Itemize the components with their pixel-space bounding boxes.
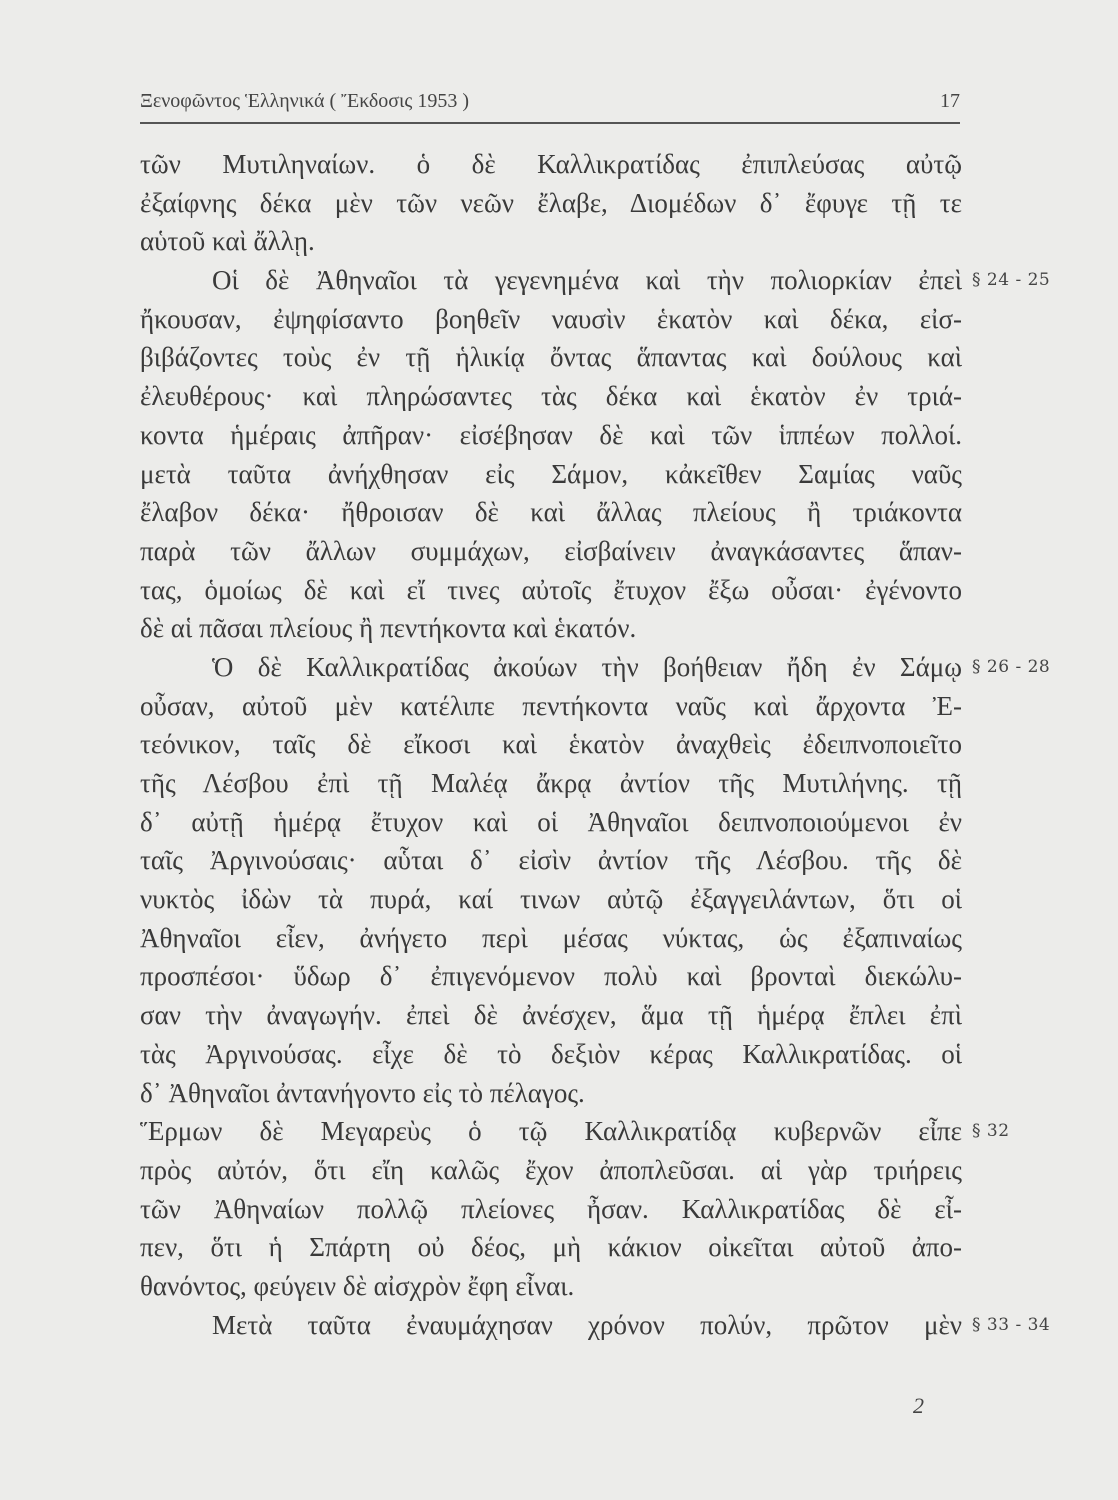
line-text: τῆς Λέσβου ἐπὶ τῇ Μαλέᾳ ἄκρᾳ ἀντίον τῆς Μυτιλήνης. τῇ: [140, 768, 962, 798]
text-line: [140, 841, 962, 880]
text-line: [140, 338, 962, 377]
text-line: [140, 184, 962, 223]
line-text: πρὸς αὐτόν, ὅτι εἴη καλῶς ἔχον ἀποπλεῦσαι. αἱ γὰρ τριήρεις: [140, 1154, 962, 1185]
text-line: [140, 1112, 1010, 1151]
line-text: τεόνικον, ταῖς δὲ εἴκοσι καὶ ἑκατὸν ἀναχθεὶς ἐδειπνοποιεῖτο: [140, 729, 962, 760]
text-line: [140, 1074, 962, 1113]
text-line: [140, 493, 962, 532]
text-line: [140, 725, 962, 764]
line-text: νυκτὸς ἰδὼν τὰ πυρά, καί τινων αὐτῷ ἐξαγγειλάντων, ὅτι οἱ: [140, 884, 962, 915]
line-text: οὖσαν, αὐτοῦ μὲν κατέλιπε πεντήκοντα ναῦς καὶ ἄρχοντα Ἐ-: [140, 690, 962, 721]
line-text: βιβάζοντες τοὺς ἐν τῇ ἡλικίᾳ ὄντας ἅπαντας καὶ δούλους καὶ: [140, 342, 962, 373]
line-text: μετὰ ταῦτα ἀνήχθησαν εἰς Σάμον, κἀκεῖθεν Σαμίας ναῦς: [140, 458, 962, 489]
line-text: δὲ αἱ πᾶσαι πλείους ἢ πεντήκοντα καὶ ἑκατόν.: [140, 613, 637, 644]
text-line: [140, 803, 962, 842]
signature-mark: 2: [913, 1393, 924, 1418]
line-text: σαν τὴν ἀναγωγήν. ἐπεὶ δὲ ἀνέσχεν, ἅμα τῇ ἡμέρᾳ ἔπλει ἐπὶ: [140, 1000, 962, 1031]
line-text: αὑτοῦ καὶ ἄλλῃ.: [140, 226, 315, 257]
page-number: 17: [940, 90, 960, 112]
text-line: [140, 996, 962, 1035]
line-text: θανόντος, φεύγειν δὲ αἰσχρὸν ἔφη εἶναι.: [140, 1270, 575, 1301]
line-text: Μετὰ ταῦτα ἐναυμάχησαν χρόνον πολύν, πρῶτον μὲν: [212, 1309, 962, 1340]
line-text: πεν, ὅτι ἡ Σπάρτη οὐ δέος, μὴ κάκιον οἰκεῖται αὐτοῦ ἀπο-: [140, 1232, 962, 1263]
line-text: Οἱ δὲ Ἀθηναῖοι τὰ γεγενημένα καὶ τὴν πολιορκίαν ἐπεὶ: [212, 265, 962, 296]
text-line: [140, 648, 1051, 687]
section-reference: § 32: [972, 1121, 1010, 1142]
body-text: [140, 145, 1051, 1344]
text-line: [140, 1228, 962, 1267]
text-line: [140, 1267, 962, 1306]
line-text: Ὁ δὲ Καλλικρατίδας ἀκούων τὴν βοήθειαν ἤδη ἐν Σάμῳ: [212, 651, 962, 682]
text-line: [140, 377, 962, 416]
text-line: [140, 416, 962, 455]
text-line: [140, 609, 962, 648]
line-text: τας, ὁμοίως δὲ καὶ εἴ τινες αὐτοῖς ἔτυχον ἔξω οὖσαι· ἐγένοντο: [140, 574, 962, 605]
text-line: [140, 145, 962, 184]
text-line: [140, 880, 962, 919]
text-line: [140, 764, 962, 803]
text-line: [140, 1190, 962, 1229]
text-line: [140, 1306, 1051, 1345]
line-text: δ᾽ Ἀθηναῖοι ἀντανήγοντο εἰς τὸ πέλαγος.: [140, 1077, 585, 1108]
text-line: [140, 222, 962, 261]
header-rule: [140, 122, 960, 124]
line-text: ἐλευθέρους· καὶ πληρώσαντες τὰς δέκα καὶ ἑκατὸν ἐν τριά-: [140, 381, 962, 412]
line-text: Ἕρμων δὲ Μεγαρεὺς ὁ τῷ Καλλικρατίδᾳ κυβερνῶν εἶπε: [140, 1116, 962, 1147]
line-text: ἐξαίφνης δέκα μὲν τῶν νεῶν ἔλαβε, Διομέδων δ᾽ ἔφυγε τῇ τε: [140, 187, 962, 218]
line-text: ἔλαβον δέκα· ἤθροισαν δὲ καὶ ἄλλας πλείους ἢ τριάκοντα: [140, 497, 962, 528]
line-text: τὰς Ἀργινούσας. εἶχε δὲ τὸ δεξιὸν κέρας Καλλικρατίδας. οἱ: [140, 1038, 962, 1069]
line-text: Ἀθηναῖοι εἶεν, ἀνήγετο περὶ μέσας νύκτας, ὡς ἐξαπιναίως: [140, 922, 962, 953]
text-line: [140, 571, 962, 610]
running-title: Ξενοφῶντος Ἑλληνικά ( Ἔκδοσις 1953 ): [140, 90, 470, 112]
text-line: [140, 300, 962, 339]
line-text: ἤκουσαν, ἐψηφίσαντο βοηθεῖν ναυσὶν ἑκατὸν καὶ δέκα, εἰσ-: [140, 303, 962, 334]
text-line: [140, 687, 962, 726]
text-line: [140, 1151, 962, 1190]
line-text: τῶν Ἀθηναίων πολλῷ πλείονες ἦσαν. Καλλικρατίδας δὲ εἶ-: [140, 1193, 962, 1224]
line-text: κοντα ἡμέραις ἀπῆραν· εἰσέβησαν δὲ καὶ τῶν ἱππέων πολλοί.: [140, 419, 962, 450]
text-line: [140, 957, 962, 996]
section-reference: § 26 - 28: [972, 656, 1051, 677]
section-reference: § 24 - 25: [972, 270, 1051, 291]
page-header: [140, 90, 960, 120]
line-text: παρὰ τῶν ἄλλων συμμάχων, εἰσβαίνειν ἀναγκάσαντες ἅπαν-: [140, 535, 962, 566]
text-line: [140, 919, 962, 958]
line-text: τῶν Μυτιληναίων. ὁ δὲ Καλλικρατίδας ἐπιπλεύσας αὐτῷ: [140, 149, 962, 179]
text-line: [140, 1035, 962, 1074]
text-line: [140, 261, 1051, 300]
line-text: ταῖς Ἀργινούσαις· αὗται δ᾽ εἰσὶν ἀντίον τῆς Λέσβου. τῆς δὲ: [140, 845, 962, 876]
line-text: προσπέσοι· ὕδωρ δ᾽ ἐπιγενόμενον πολὺ καὶ βρονταὶ διεκώλυ-: [140, 961, 962, 992]
line-text: δ᾽ αὐτῇ ἡμέρᾳ ἔτυχον καὶ οἱ Ἀθηναῖοι δειπνοποιούμενοι ἐν: [140, 806, 962, 837]
section-reference: § 33 - 34: [972, 1314, 1051, 1335]
text-line: [140, 532, 962, 571]
text-line: [140, 455, 962, 494]
